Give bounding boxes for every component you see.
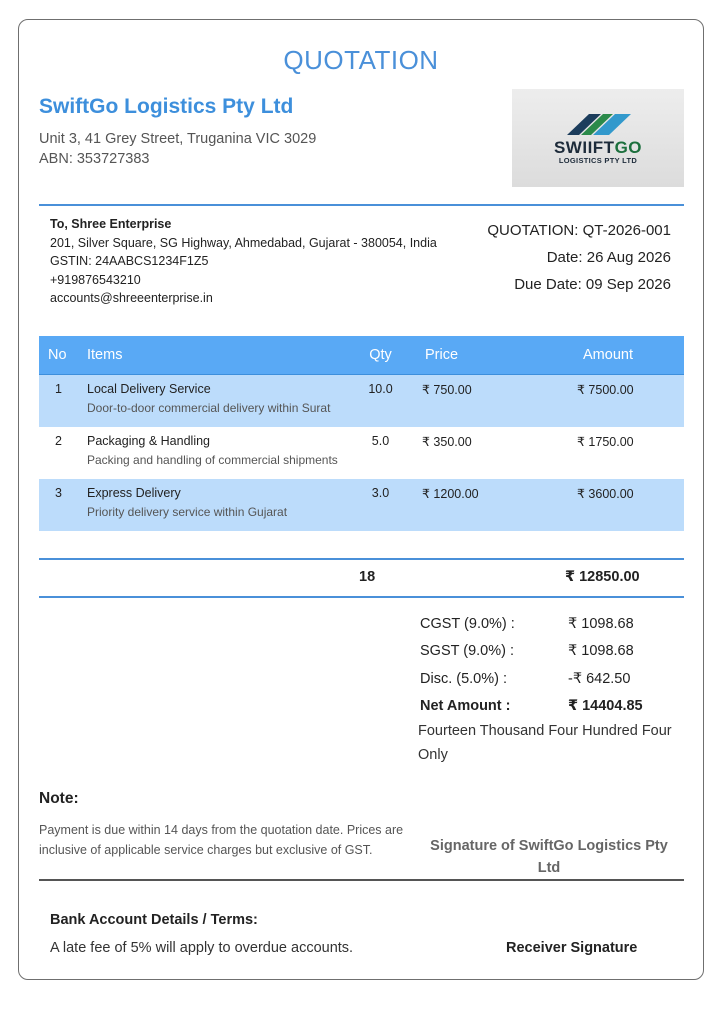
quotation-page bbox=[18, 19, 704, 980]
quote-due-date: Due Date: 09 Sep 2026 bbox=[514, 276, 671, 293]
item-description: Door-to-door commercial delivery within Surat bbox=[87, 401, 331, 415]
net-amount-row bbox=[420, 693, 668, 721]
discount-row bbox=[420, 665, 668, 693]
item-description: Packing and handling of commercial shipments bbox=[87, 453, 338, 467]
customer-address: 201, Silver Square, SG Highway, Ahmedabad, Gujarat - 380054, India bbox=[50, 235, 437, 250]
customer-gstin: GSTIN: 24AABCS1234F1Z5 bbox=[50, 254, 209, 269]
header-no: No bbox=[39, 336, 82, 375]
row-price: ₹ 750.00 bbox=[407, 375, 571, 428]
header-items: Items bbox=[82, 336, 354, 375]
tax-summary bbox=[420, 610, 668, 720]
header-qty: Qty bbox=[354, 336, 407, 375]
discount-value: -₹ 642.50 bbox=[568, 670, 631, 687]
net-amount-label: Net Amount : bbox=[420, 698, 511, 715]
row-qty: 3.0 bbox=[354, 479, 407, 531]
sgst-value: ₹ 1098.68 bbox=[568, 643, 634, 660]
net-amount-value: ₹ 14404.85 bbox=[568, 698, 643, 715]
cgst-label: CGST (9.0%) : bbox=[420, 615, 515, 632]
row-no: 2 bbox=[55, 434, 62, 448]
row-no: 1 bbox=[39, 375, 82, 428]
bank-terms-title: Bank Account Details / Terms: bbox=[50, 912, 258, 928]
table-header-row bbox=[39, 336, 684, 375]
logo-text-go: GO bbox=[614, 137, 643, 157]
customer-phone: +919876543210 bbox=[50, 272, 141, 287]
row-amount: ₹ 3600.00 bbox=[571, 479, 684, 531]
total-bottom-divider bbox=[39, 596, 684, 598]
row-amount: ₹ 1750.00 bbox=[577, 435, 634, 449]
table-row bbox=[39, 479, 684, 531]
header-amount: Amount bbox=[571, 336, 684, 375]
logo-text-main: SWIIFT bbox=[553, 137, 615, 157]
table-row bbox=[39, 375, 684, 428]
row-item bbox=[82, 427, 354, 479]
cgst-row bbox=[420, 610, 668, 638]
item-description: Priority delivery service within Gujarat bbox=[87, 505, 288, 519]
row-no: 3 bbox=[39, 479, 82, 531]
customer-email: accounts@shreeenterprise.in bbox=[50, 291, 213, 306]
receiver-signature-label: Receiver Signature bbox=[506, 940, 638, 956]
bill-to-block bbox=[50, 215, 455, 308]
company-name: SwiftGo Logistics Pty Ltd bbox=[39, 95, 294, 118]
discount-label: Disc. (5.0%) : bbox=[420, 670, 508, 687]
total-divider bbox=[39, 558, 684, 560]
logo-subtext: LOGISTICS PTY LTD bbox=[558, 155, 638, 165]
items-table bbox=[39, 336, 684, 531]
company-address: Unit 3, 41 Grey Street, Truganina VIC 3029 bbox=[39, 131, 317, 147]
item-name: Express Delivery bbox=[87, 486, 181, 500]
row-amount: ₹ 7500.00 bbox=[571, 375, 684, 428]
sgst-row bbox=[420, 638, 668, 666]
row-price: ₹ 1200.00 bbox=[407, 479, 571, 531]
amount-in-words: Fourteen Thousand Four Hundred Four Only bbox=[418, 723, 672, 763]
logo-wordmark bbox=[554, 139, 642, 156]
sgst-label: SGST (9.0%) : bbox=[420, 643, 515, 660]
company-logo bbox=[512, 89, 684, 187]
total-qty: 18 bbox=[359, 569, 376, 585]
row-item bbox=[82, 375, 354, 428]
table-row bbox=[39, 427, 684, 479]
late-fee-text: A late fee of 5% will apply to overdue accounts. bbox=[50, 940, 354, 956]
header-divider bbox=[39, 204, 684, 206]
note-title: Note: bbox=[39, 790, 79, 807]
quote-meta bbox=[487, 217, 671, 298]
row-qty: 5.0 bbox=[371, 434, 390, 448]
document-title: QUOTATION bbox=[283, 45, 439, 75]
item-name: Local Delivery Service bbox=[87, 382, 211, 396]
note-text: Payment is due within 14 days from the quotation date. Prices are inclusive of applicable service charges but exclusive of GST. bbox=[39, 823, 404, 857]
signature-divider bbox=[39, 879, 684, 881]
customer-name: To, Shree Enterprise bbox=[50, 217, 172, 231]
row-price: ₹ 350.00 bbox=[422, 435, 472, 449]
row-qty: 10.0 bbox=[354, 375, 407, 428]
quote-number: QUOTATION: QT-2026-001 bbox=[487, 222, 671, 239]
header-price: Price bbox=[407, 336, 571, 375]
company-signature-label: Signature of SwiftGo Logistics Pty Ltd bbox=[430, 838, 668, 876]
total-amount: ₹ 12850.00 bbox=[565, 569, 640, 585]
company-abn: ABN: 353727383 bbox=[39, 151, 150, 167]
logo-swoosh-icon bbox=[563, 111, 633, 137]
quote-date: Date: 26 Aug 2026 bbox=[546, 249, 671, 266]
cgst-value: ₹ 1098.68 bbox=[568, 615, 634, 632]
row-item bbox=[82, 479, 354, 531]
item-name: Packaging & Handling bbox=[87, 434, 210, 448]
